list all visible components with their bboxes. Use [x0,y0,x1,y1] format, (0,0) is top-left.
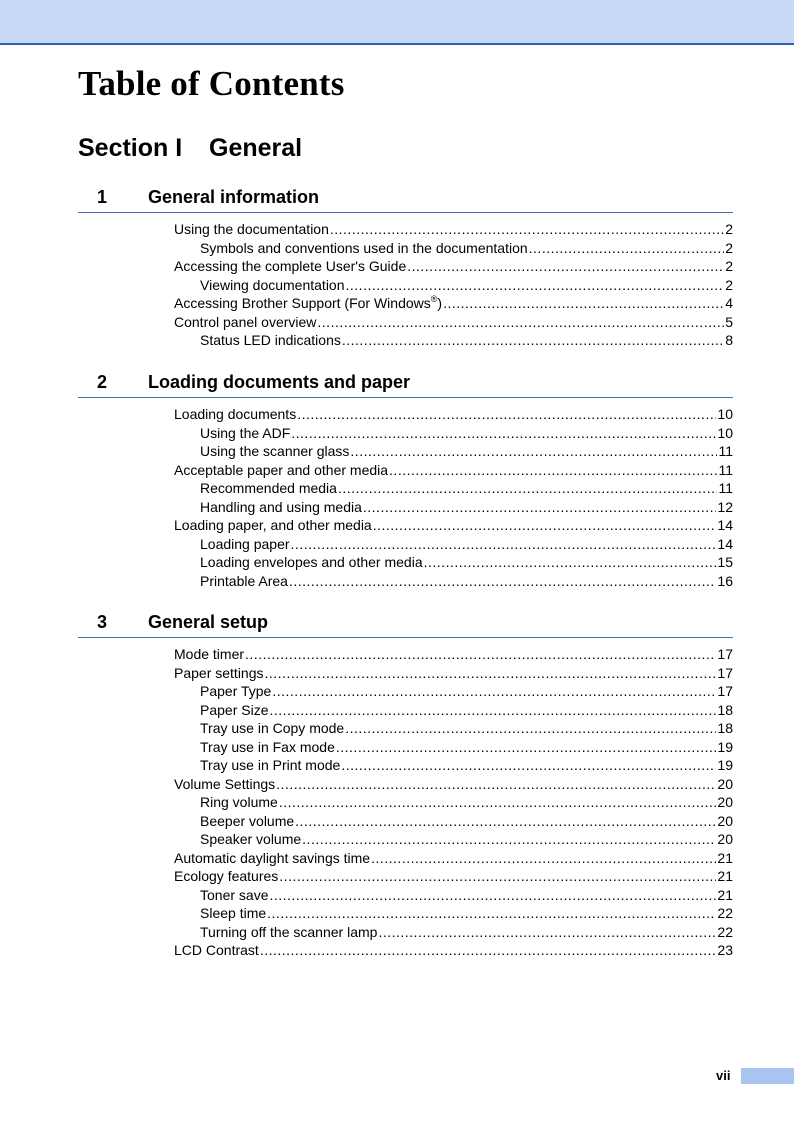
toc-entry-text: LCD Contrast [174,942,259,958]
chapter-number: 2 [97,372,108,392]
toc-entry-label [174,461,388,480]
toc-entry-text: Accessing Brother Support (For Windows [174,295,431,311]
dot-leader [291,535,717,554]
toc-entry-label [200,812,294,831]
toc-entry-page: 20 [717,812,733,829]
toc-entry-page: 21 [717,849,733,866]
toc-entry[interactable] [78,442,733,461]
toc-entry[interactable] [78,516,733,535]
chapter-title: Loading documents and paper [148,372,411,392]
toc-entry-page: 11 [718,443,733,459]
toc-entry-text: Loading documents [174,406,297,422]
toc-entry-text: Status LED indications [200,332,341,348]
section-title: General [209,134,303,162]
toc-entry-page: 20 [717,775,733,792]
dot-leader [245,645,716,664]
dot-leader [276,775,716,794]
toc-entry[interactable] [78,498,733,517]
toc-entry[interactable] [78,812,733,831]
toc-entry-text: Tray use in Print mode [200,757,341,773]
toc-entry-label [200,738,335,757]
toc-entry-text: Using the ADF [200,424,291,441]
dot-leader [260,941,717,960]
toc-entry-label [200,239,528,258]
dot-leader [267,904,716,923]
dot-leader [424,553,717,572]
dot-leader [289,572,716,591]
toc-entry-label [174,257,406,276]
dot-leader [338,479,717,498]
toc-entry[interactable] [78,405,733,424]
dot-leader [350,442,717,461]
dot-leader [297,405,716,424]
toc-entry-page: 23 [717,942,733,958]
toc-entry-label [200,535,290,554]
dot-leader [269,701,716,720]
toc-entry-text: Beeper volume [200,812,295,829]
toc-entry-page: 14 [717,517,733,533]
toc-entry-page: 2 [725,221,733,237]
toc-entry-text: Paper Size [200,701,269,718]
toc-entry-label [174,941,259,960]
toc-entry-label [174,664,264,683]
toc-entry-text: Tray use in Fax mode [200,738,335,755]
toc-entry-label [200,793,278,812]
chapter-3 [78,610,733,960]
chapter-title: General information [148,187,320,207]
toc-entry[interactable] [78,331,733,350]
toc-entry-page: 18 [717,701,733,718]
dot-leader [317,313,724,332]
dot-leader [371,849,716,868]
dot-leader [330,220,724,239]
toc-entry-label [200,442,349,461]
toc-entry-text: Tray use in Copy mode [200,720,345,736]
toc-entry[interactable] [78,775,733,794]
toc-entry-label [200,756,340,775]
toc-entry-label [174,849,370,868]
dot-leader [346,276,725,295]
toc-entry[interactable] [78,313,733,332]
toc-entry-label [174,313,316,332]
toc-entry-page: 17 [717,646,733,662]
toc-entry-page: 10 [717,424,733,441]
toc-entry-page: 4 [725,295,733,311]
toc-entry-label [200,904,266,923]
toc-entry[interactable] [78,553,733,572]
toc-entry-label [200,572,288,591]
toc-entry-text: Printable Area [200,572,288,589]
toc-entry[interactable] [78,849,733,868]
dot-leader [341,756,716,775]
toc-entry-text: Paper settings [174,664,264,681]
chapter-number: 3 [97,612,108,632]
toc-entry[interactable] [78,701,733,720]
chapter-number: 1 [97,187,108,207]
dot-leader [279,867,716,886]
chapter-heading [78,370,733,398]
toc-entry-text: Toner save [200,886,269,903]
toc-entry-page: 12 [717,498,733,515]
dot-leader [265,664,717,683]
toc-entry-label [174,516,372,535]
dot-leader [291,424,716,443]
toc-entry-text: Loading envelopes and other media [200,554,423,570]
toc-entry[interactable] [78,424,733,443]
toc-entry-label [200,479,337,498]
toc-entry-label [200,923,377,942]
toc-entry-label [200,886,268,905]
section-heading [78,134,302,163]
toc-entry[interactable] [78,535,733,554]
toc-entry-text: Using the documentation [174,221,329,237]
dot-leader [363,498,717,517]
toc-entry-page: 20 [717,794,733,810]
toc-entry-text: Ecology features [174,868,279,884]
toc-entry-label [174,867,278,886]
toc-entry-text: Turning off the scanner lamp [200,923,378,940]
toc-entry-label [174,220,329,239]
toc-entry-text: Recommended media [200,480,337,496]
dot-leader [336,738,717,757]
dot-leader [279,793,717,812]
toc-entry-page: 5 [725,313,733,330]
toc-entry-text: Viewing documentation [200,276,345,293]
toc-entry-label [174,775,275,794]
chapter-2 [78,370,733,590]
toc-entry[interactable] [78,239,733,258]
toc-entry[interactable] [78,294,733,313]
toc-entry[interactable] [78,257,733,276]
toc-entry-page: 2 [725,239,733,256]
toc-entry-label [174,294,442,313]
dot-leader [389,461,717,480]
toc-entry-page: 15 [717,554,733,570]
header-band [0,0,794,45]
toc-entry[interactable] [78,756,733,775]
toc-entry-label [200,331,341,350]
toc-entry[interactable] [78,479,733,498]
dot-leader [342,331,724,350]
toc-entry-page: 17 [717,664,733,681]
dot-leader [529,239,725,258]
toc-entry-text: Loading paper [200,535,290,552]
toc-entry-label [200,424,290,443]
toc-entry-page: 8 [725,332,733,348]
toc-entry-text: Volume Settings [174,775,276,792]
toc-entry-text: Speaker volume [200,831,302,847]
toc-entry-page: 16 [717,572,733,589]
toc-entry-page: 22 [717,905,733,921]
toc-entry-page: 11 [718,480,733,496]
toc-entry[interactable] [78,738,733,757]
toc-entry-text: Sleep time [200,905,267,921]
dot-leader [345,719,716,738]
toc-entry-page: 19 [717,757,733,773]
toc-entry[interactable] [78,904,733,923]
toc-entry-page: 20 [717,831,733,847]
page-number: vii [716,1068,731,1083]
dot-leader [302,830,716,849]
toc-entry[interactable] [78,923,733,942]
toc-entry[interactable] [78,664,733,683]
dot-leader [407,257,724,276]
toc-entry-label [174,645,244,664]
toc-entry-label [200,719,344,738]
toc-entry-text: Accessing the complete User's Guide [174,258,407,274]
toc-entry-list [78,645,733,960]
toc-entry-label [200,276,345,295]
chapter-title: General setup [148,612,269,632]
toc-entry-page: 18 [717,720,733,736]
toc-entry[interactable] [78,793,733,812]
section-number: Section I [78,134,183,162]
toc-entry[interactable] [78,645,733,664]
toc-entry-page: 21 [717,868,733,884]
toc-entry-label [200,553,423,572]
toc-entry-text: Control panel overview [174,313,317,330]
chapter-1 [78,185,733,350]
toc-entry-text: Symbols and conventions used in the documentation [200,239,528,256]
toc-entry-text: Automatic daylight savings time [174,849,371,866]
toc-entry-page: 21 [717,886,733,903]
dot-leader [373,516,717,535]
toc-entry[interactable] [78,220,733,239]
dot-leader [443,294,724,313]
toc-entry[interactable] [78,867,733,886]
toc-entry-text: Paper Type [200,683,272,699]
toc-entry-list [78,220,733,350]
chapter-heading [78,610,733,638]
dot-leader [378,923,716,942]
toc-entry[interactable] [78,572,733,591]
toc-entry[interactable] [78,719,733,738]
toc-entry-label [200,830,301,849]
toc-entry-text: Using the scanner glass [200,443,350,459]
registered-mark: ® [430,294,438,304]
toc-entry-label [200,682,271,701]
toc-entry-label [200,701,268,720]
toc-entry-label [200,498,362,517]
chapter-heading [78,185,733,213]
toc-entry[interactable] [78,830,733,849]
toc-entry[interactable] [78,461,733,480]
toc-entry-page: 19 [717,738,733,755]
toc-entry[interactable] [78,276,733,295]
toc-entry-page: 22 [717,923,733,940]
toc-entry-page: 17 [717,683,733,699]
toc-entry-label [174,405,296,424]
toc-entry-list [78,405,733,590]
toc-entry[interactable] [78,886,733,905]
toc-entry-page: 11 [718,461,733,478]
dot-leader [272,682,716,701]
toc-entry[interactable] [78,941,733,960]
footer-bar [741,1068,794,1084]
toc-entry-text: Acceptable paper and other media [174,461,389,478]
toc-entry-text-tail: ) [437,295,443,311]
toc-entry-text: Handling and using media [200,498,362,515]
toc-entry-text: Mode timer [174,646,245,662]
toc-entry-page: 10 [717,406,733,422]
page-title: Table of Contents [78,64,345,103]
toc-entry-text: Ring volume [200,794,278,810]
toc-entry[interactable] [78,682,733,701]
toc-entry-page: 2 [725,276,733,293]
dot-leader [295,812,716,831]
dot-leader [269,886,716,905]
toc-entry-page: 14 [717,535,733,552]
toc-entry-text: Loading paper, and other media [174,517,372,533]
toc-entry-page: 2 [725,258,733,274]
